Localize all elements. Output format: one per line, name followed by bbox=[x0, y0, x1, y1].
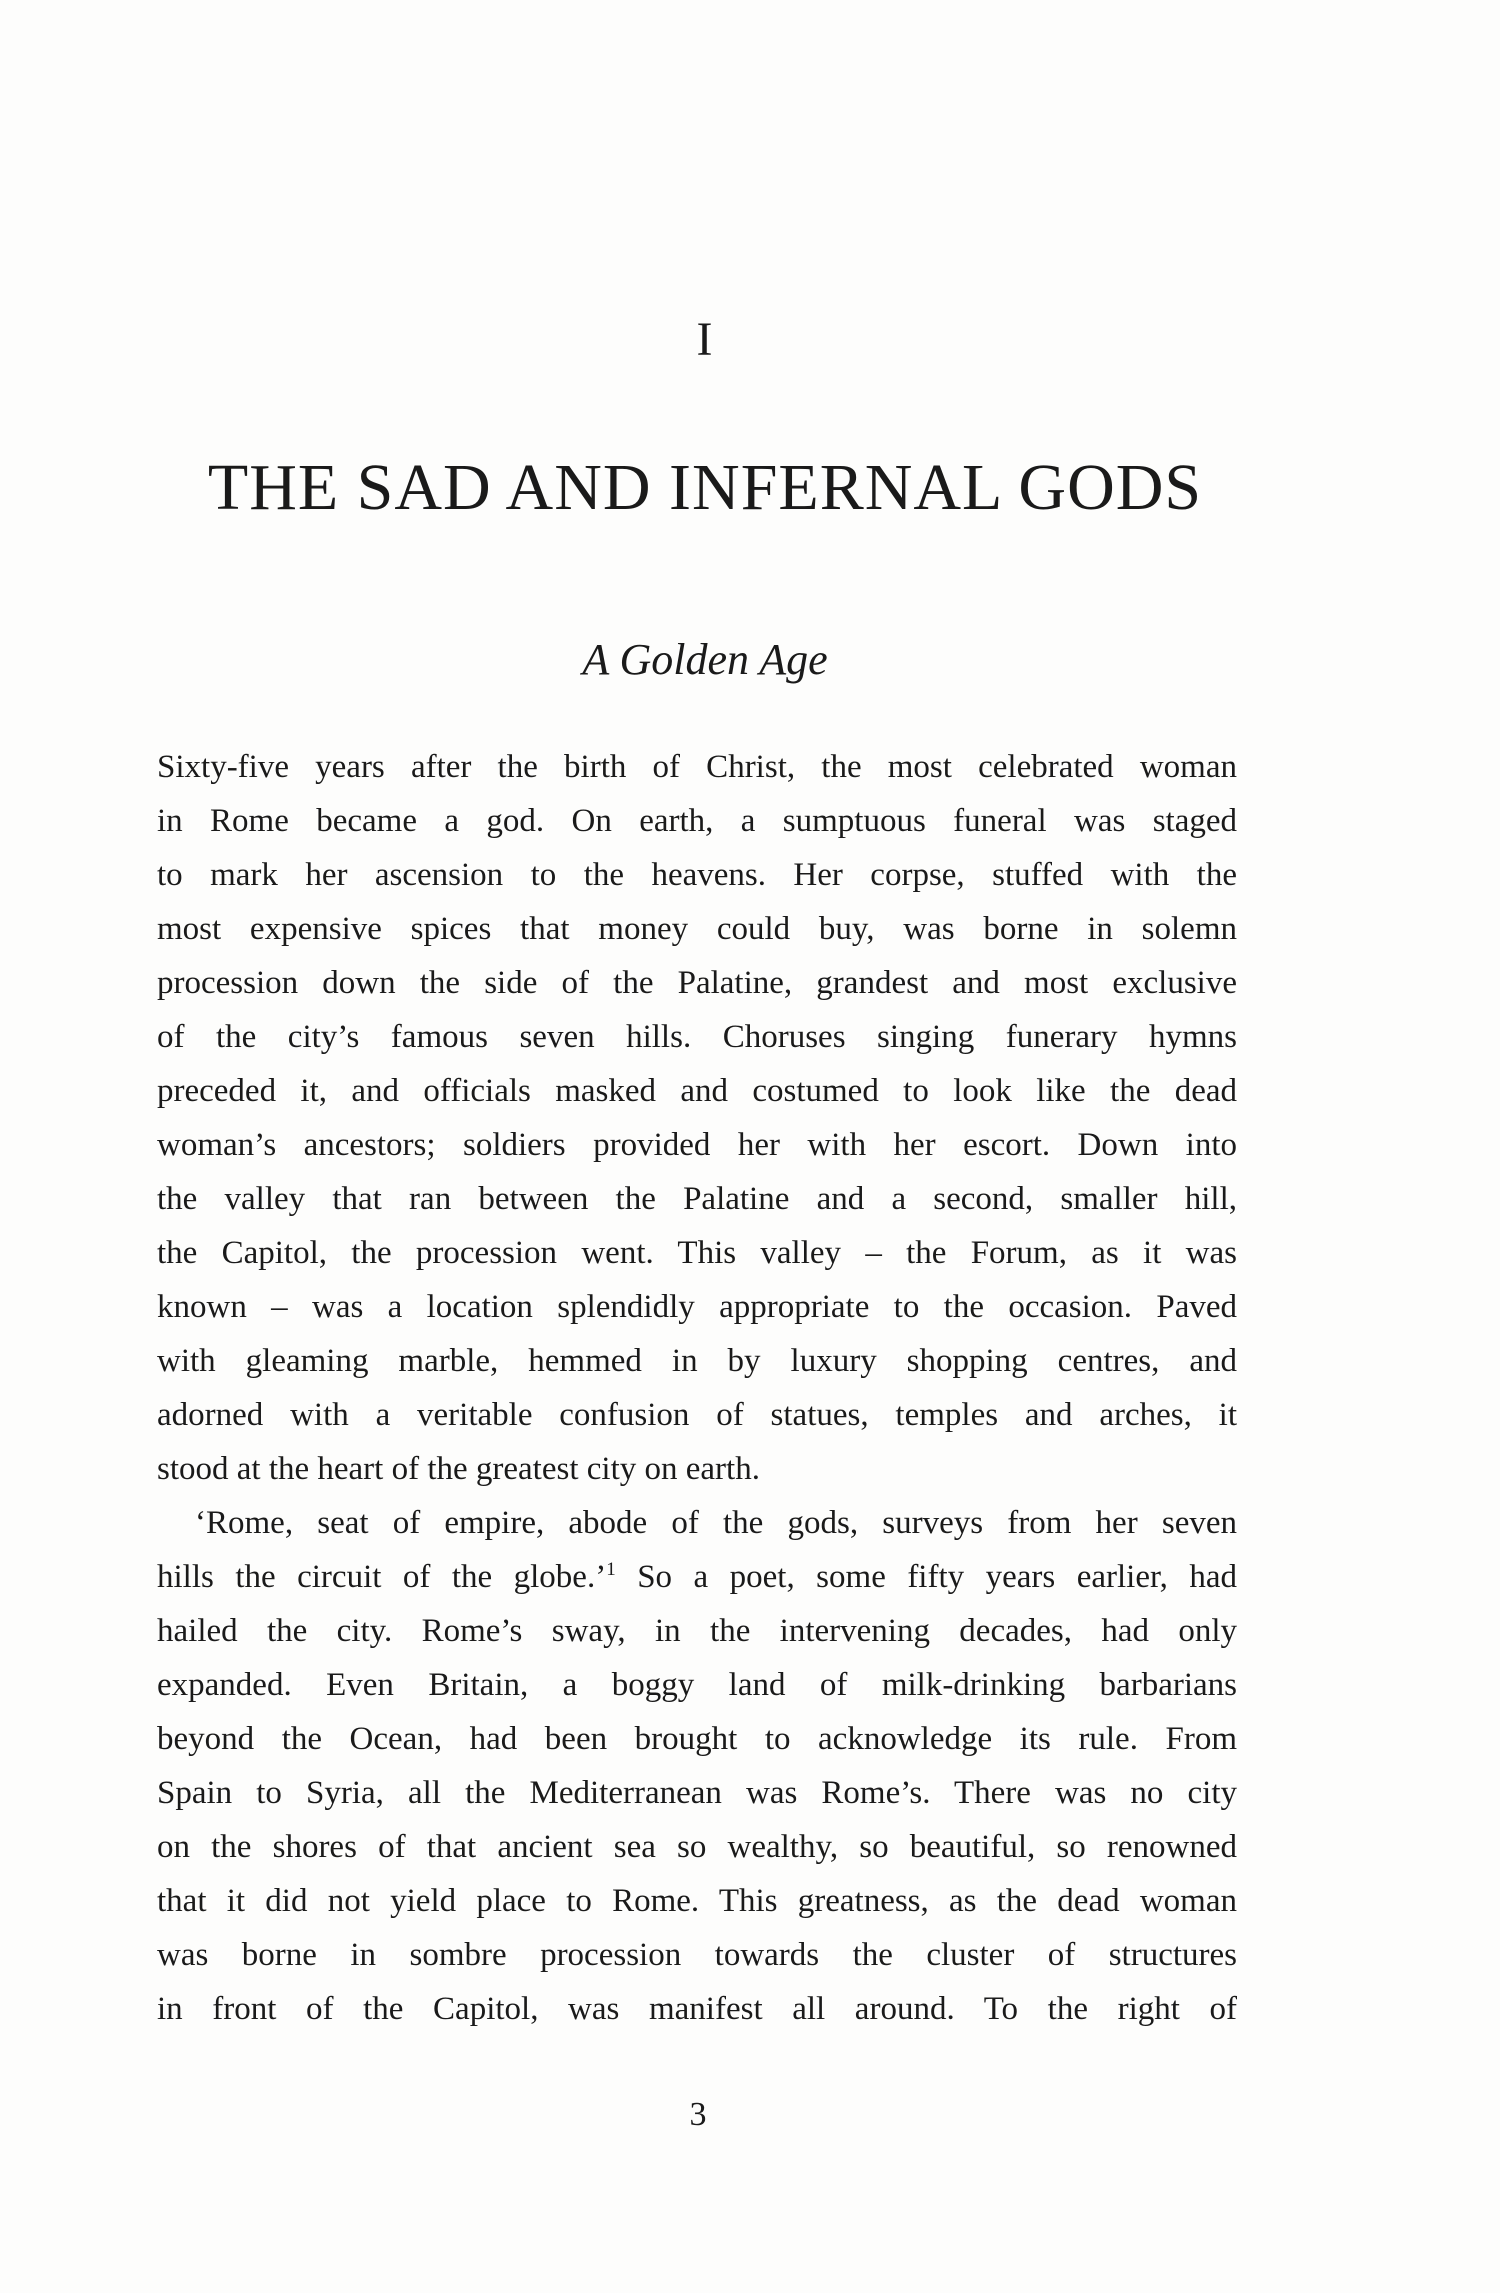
text-line: procession down the side of the Palatine, grandest and most exclusive bbox=[157, 965, 1237, 1001]
page-number: 3 bbox=[689, 2096, 707, 2133]
text-line: on the shores of that ancient sea so wealthy, so beautiful, so renowned bbox=[157, 1829, 1237, 1865]
text-line: the Capitol, the procession went. This valley – the Forum, as it was bbox=[157, 1235, 1237, 1271]
text-line: ‘Rome, seat of empire, abode of the gods, surveys from her seven bbox=[195, 1505, 1237, 1541]
paragraph-2 bbox=[157, 1496, 1237, 2090]
text-line: with gleaming marble, hemmed in by luxury shopping centres, and bbox=[157, 1343, 1237, 1379]
text-line: expanded. Even Britain, a boggy land of milk-drinking barbarians bbox=[157, 1667, 1237, 1703]
section-heading: A Golden Age bbox=[582, 635, 828, 684]
body-text bbox=[157, 740, 1237, 2090]
text-line: woman’s ancestors; soldiers provided her with her escort. Down into bbox=[157, 1127, 1237, 1163]
text-line bbox=[157, 2036, 1237, 2090]
text-line: preceded it, and officials masked and costumed to look like the dead bbox=[157, 1073, 1237, 1109]
text-line: that it did not yield place to Rome. This greatness, as the dead woman bbox=[157, 1883, 1237, 1919]
text-line: to mark her ascension to the heavens. Her corpse, stuffed with the bbox=[157, 857, 1237, 893]
paragraph-1 bbox=[157, 740, 1237, 1496]
text-line: was borne in sombre procession towards the cluster of structures bbox=[157, 1937, 1237, 1973]
text-line: known – was a location splendidly appropriate to the occasion. Paved bbox=[157, 1289, 1237, 1325]
chapter-number: I bbox=[696, 313, 714, 366]
text-line: in Rome became a god. On earth, a sumptuous funeral was staged bbox=[157, 803, 1237, 839]
text-line: most expensive spices that money could buy, was borne in solemn bbox=[157, 911, 1237, 947]
text-line-with-footnote bbox=[157, 1550, 1237, 1604]
text-line: adorned with a veritable confusion of statues, temples and arches, it bbox=[157, 1397, 1237, 1433]
text-line: Sixty-five years after the birth of Christ, the most celebrated woman bbox=[157, 749, 1237, 785]
text-line: of the city’s famous seven hills. Choruses singing funerary hymns bbox=[157, 1019, 1237, 1055]
footnote-reference[interactable]: 1 bbox=[606, 1559, 616, 1580]
chapter-title: THE SAD AND INFERNAL GODS bbox=[207, 451, 1203, 524]
text-line: Spain to Syria, all the Mediterranean was Rome’s. There was no city bbox=[157, 1775, 1237, 1811]
text-line: hailed the city. Rome’s sway, in the intervening decades, had only bbox=[157, 1613, 1237, 1649]
text-line: beyond the Ocean, had been brought to acknowledge its rule. From bbox=[157, 1721, 1237, 1757]
text-line: stood at the heart of the greatest city on earth. bbox=[157, 1451, 760, 1487]
text-fragment: So a poet, some fifty years earlier, had bbox=[637, 1559, 1238, 1595]
text-fragment: hills the circuit of the globe.’ bbox=[157, 1559, 607, 1595]
text-line: in front of the Capitol, was manifest all around. To the right of bbox=[157, 1991, 1237, 2027]
text-line: the valley that ran between the Palatine and a second, smaller hill, bbox=[157, 1181, 1237, 1217]
